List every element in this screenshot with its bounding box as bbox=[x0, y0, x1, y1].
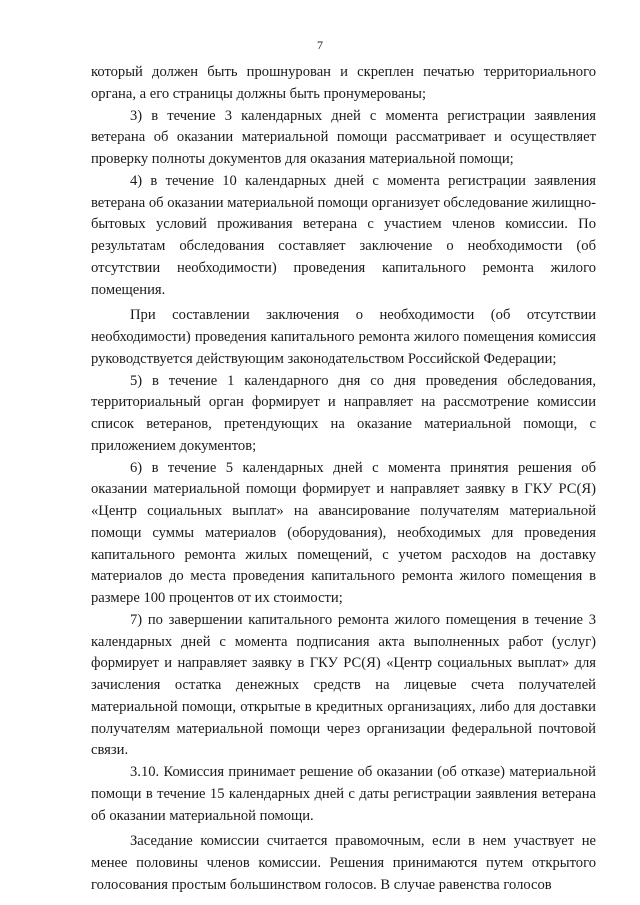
paragraph-item-4: 4) в течение 10 календарных дней с момента регистрации заявления ветерана об оказании материальной помощи организует обследование жилищно-бытовых условий проживания ветерана с участием членов комиссии. По результатам обследования составляет заключение о необходимости (об отсутствии необходимости) проведения капитального ремонта жилого помещения. bbox=[91, 172, 596, 298]
page-number: 7 bbox=[317, 38, 323, 52]
document-body bbox=[91, 62, 596, 897]
paragraph-continuation: который должен быть прошнурован и скреплен печатью территориального органа, а его страницы должны быть пронумерованы; bbox=[91, 64, 596, 102]
paragraph-conclusion-rule: При составлении заключения о необходимости (об отсутствии необходимости) проведения капитального ремонта жилого помещения комиссия руководствуется действующим законодательством Российской Федерации; bbox=[91, 307, 596, 367]
paragraph-clause-3-10: 3.10. Комиссия принимает решение об оказании (об отказе) материальной помощи в течение 15 календарных дней с даты регистрации заявления ветерана об оказании материальной помощи. bbox=[91, 764, 596, 824]
paragraph-item-5: 5) в течение 1 календарного дня со дня проведения обследования, территориальный орган формирует и направляет на рассмотрение комиссии список ветеранов, претендующих на оказание материальной помощи, с приложением документов; bbox=[91, 372, 596, 454]
paragraph-quorum: Заседание комиссии считается правомочным, если в нем участвует не менее половины членов комиссии. Решения принимаются путем открытого голосования простым большинством голосов. В случае равенства голосов bbox=[91, 833, 596, 893]
paragraph-item-6: 6) в течение 5 календарных дней с момента принятия решения об оказании материальной помощи формирует и направляет заявку в ГКУ РС(Я) «Центр социальных выплат» на авансирование получателям материальной помощи суммы материалов (оборудования), необходимых для проведения капитального ремонта жилых помещений, с учетом расходов на доставку материалов до места проведения капитального ремонта жилого помещения в размере 100 процентов от их стоимости; bbox=[91, 459, 596, 606]
paragraph-item-7: 7) по завершении капитального ремонта жилого помещения в течение 3 календарных дней с момента подписания акта выполненных работ (услуг) формирует и направляет заявку в ГКУ РС(Я) «Центр социальных выплат» для зачисления остатка денежных средств на лицевые счета получателей материальной помощи, открытые в кредитных организациях, либо для доставки получателям материальной помощи через организации федеральной почтовой связи. bbox=[91, 611, 596, 759]
paragraph-item-3: 3) в течение 3 календарных дней с момента регистрации заявления ветерана об оказании материальной помощи рассматривает и осуществляет проверку полноты документов для оказания материальной помощи; bbox=[91, 107, 596, 167]
